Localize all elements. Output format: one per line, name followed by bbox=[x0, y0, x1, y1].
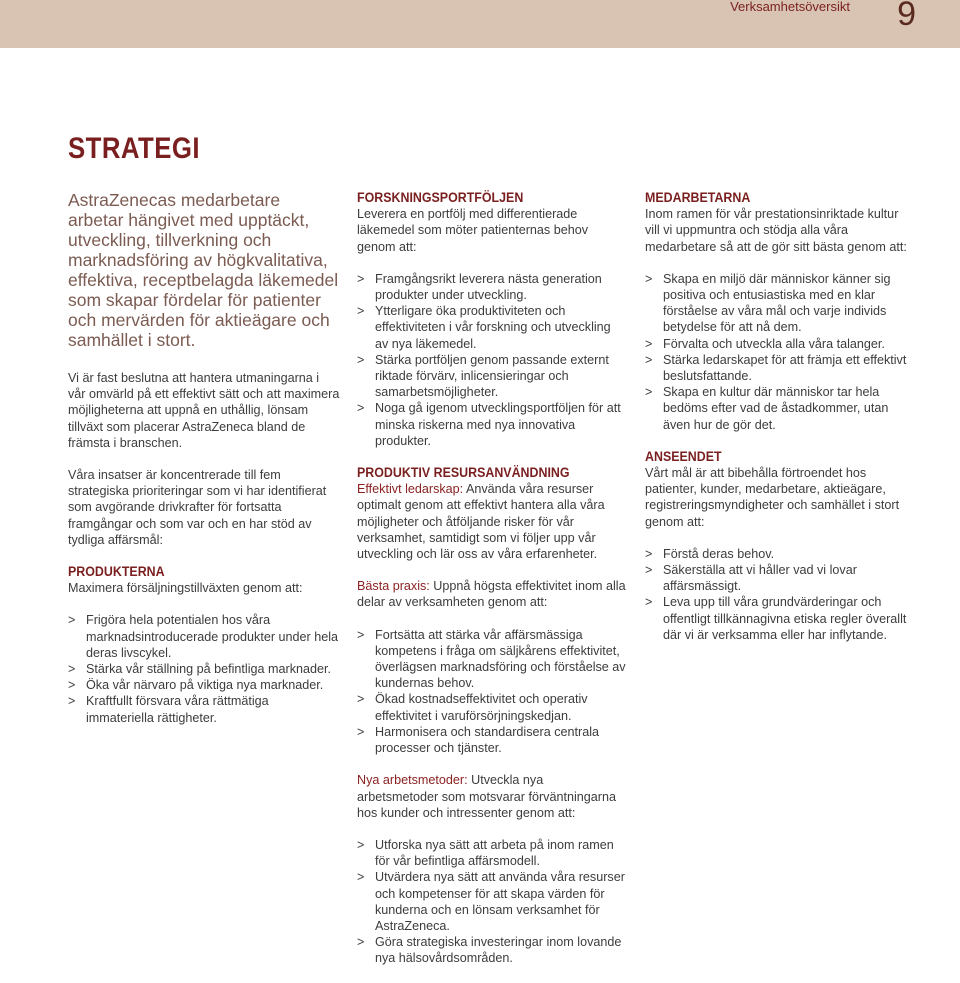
list-item: > Noga gå igenom utvecklingsportföljen för att minska riskerna med nya innovativa produkter. bbox=[357, 400, 627, 449]
paragraph: Våra insatser är koncentrerade till fem strategiska prioriteringar som vi har identifierat som avgörande drivkrafter för fortsatta framgångar och som var och en har stöd av tydliga affärsmål: bbox=[68, 468, 327, 547]
section-heading-produkterna: PRODUKTERNA bbox=[68, 564, 165, 580]
paragraph-basta-praxis bbox=[357, 578, 627, 610]
inline-text: Använda våra resurser optimalt genom att effektivt hantera alla våra möjligheter och åtföljande risker för vår verksamhet, samtidigt som vi följer upp vår utveckling och lär oss av våra erfarenheter. bbox=[357, 482, 605, 562]
list-item: > Harmonisera och standardisera centrala processer och tjänster. bbox=[357, 724, 627, 756]
list-item: > Skapa en miljö där människor känner sig positiva och entusiastiska med en klar förståelse av våra mål och varje individs betydelse för att nå dem. bbox=[645, 271, 915, 336]
column-middle bbox=[357, 190, 627, 983]
bullet-list bbox=[357, 271, 627, 449]
paragraph-effektivt-ledarskap bbox=[357, 481, 627, 562]
list-item: > Utvärdera nya sätt att använda våra resurser och kompetenser för att skapa värden för kunderna och en lönsam verksamhet för AstraZeneca. bbox=[357, 869, 627, 934]
list-item: > Frigöra hela potentialen hos våra marknadsintroducerade produkter under hela deras livscykel. bbox=[68, 612, 340, 661]
list-item: > Stärka ledarskapet för att främja ett effektivt beslutsfattande. bbox=[645, 352, 915, 384]
list-item: > Förvalta och utveckla alla våra talanger. bbox=[645, 336, 915, 352]
bullet-list bbox=[68, 612, 340, 725]
bullet-list bbox=[645, 271, 915, 433]
inline-label: Effektivt ledarskap: bbox=[357, 482, 464, 497]
list-item: > Framgångsrikt leverera nästa generation produkter under utveckling. bbox=[357, 271, 627, 303]
section-lead: Vårt mål är att bibehålla förtroendet hos patienter, kunder, medarbetare, aktieägare, registreringsmyndigheter och samhället i stort genom att: bbox=[645, 466, 900, 529]
list-item: > Stärka vår ställning på befintliga marknader. bbox=[68, 661, 340, 677]
list-item: > Göra strategiska investeringar inom lovande nya hälsovårdsområden. bbox=[357, 934, 627, 966]
inline-text: Utveckla nya arbetsmetoder som motsvarar förväntningarna hos kunder och intressenter genom att: bbox=[357, 773, 616, 820]
list-item: > Öka vår närvaro på viktiga nya marknader. bbox=[68, 677, 340, 693]
intro-text: AstraZenecas medarbetare arbetar hängivet med upptäckt, utveckling, tillverkning och marknadsföring av högkvalitativa, effektiva, receptbelagda läkemedel som skapar fördelar för patienter och mervärden för aktieägare och samhället i stort. bbox=[68, 190, 339, 350]
list-item: > Fortsätta att stärka vår affärsmässiga kompetens i fråga om säljkårens effektivitet, överlägsen marknadsföring och förståelse av kundernas behov. bbox=[357, 627, 627, 692]
inline-label: Bästa praxis: bbox=[357, 579, 430, 594]
page-title: STRATEGI bbox=[68, 132, 200, 165]
list-item: > Skapa en kultur där människor tar hela bedöms efter vad de åstadkommer, utan även hur de gör det. bbox=[645, 384, 915, 433]
bullet-list bbox=[357, 837, 627, 967]
page-number: 9 bbox=[897, 0, 916, 33]
list-item: > Kraftfullt försvara våra rättmätiga immateriella rättigheter. bbox=[68, 693, 340, 725]
inline-label: Nya arbetsmetoder: bbox=[357, 773, 468, 788]
inline-text: Uppnå högsta effektivitet inom alla delar av verksamheten genom att: bbox=[357, 579, 626, 610]
list-item: > Ytterligare öka produktiviteten och effektiviteten i vår forskning och utveckling av nya läkemedel. bbox=[357, 303, 627, 352]
list-item: > Förstå deras behov. bbox=[645, 546, 915, 562]
section-lead: Inom ramen för vår prestationsinriktade kultur vill vi uppmuntra och stödja alla våra medarbetare så att de gör sitt bästa genom att: bbox=[645, 207, 907, 254]
paragraph-nya-arbetsmetoder bbox=[357, 772, 627, 821]
list-item: > Utforska nya sätt att arbeta på inom ramen för vår befintliga affärsmodell. bbox=[357, 837, 627, 869]
section-name: Verksamhetsöversikt bbox=[730, 0, 850, 14]
section-lead: Leverera en portfölj med differentierade läkemedel som möter patienternas behov genom att: bbox=[357, 207, 589, 254]
list-item: > Ökad kostnadseffektivitet och operativ effektivitet i varuförsörjningskedjan. bbox=[357, 691, 627, 723]
section-heading-produktiv-resursanvandning: PRODUKTIV RESURSANVÄNDNING bbox=[357, 465, 570, 481]
bullet-list bbox=[645, 546, 915, 643]
section-heading-medarbetarna: MEDARBETARNA bbox=[645, 190, 751, 205]
list-item: > Säkerställa att vi håller vad vi lovar affärsmässigt. bbox=[645, 562, 915, 594]
section-heading-forskningsportfoljen: FORSKNINGSPORTFÖLJEN bbox=[357, 190, 524, 205]
list-item: > Leva upp till våra grundvärderingar och offentligt tillkännagivna etiska regler överallt där vi är verksamma eller har inflytande. bbox=[645, 594, 915, 643]
section-heading-anseendet: ANSEENDET bbox=[645, 448, 722, 464]
list-item: > Stärka portföljen genom passande externt riktade förvärv, inlicensieringar och samarbetsmöjligheter. bbox=[357, 352, 627, 401]
paragraph: Vi är fast beslutna att hantera utmaningarna i vår omvärld på ett effektivt sätt och att maximera möjligheterna att uppnå en uthållig, lönsam tillväxt som placerar AstraZeneca bland de främsta i branschen. bbox=[68, 371, 340, 450]
bullet-list bbox=[357, 627, 627, 757]
column-right bbox=[645, 190, 915, 659]
column-left bbox=[68, 190, 340, 742]
section-lead: Maximera försäljningstillväxten genom att: bbox=[68, 581, 303, 596]
